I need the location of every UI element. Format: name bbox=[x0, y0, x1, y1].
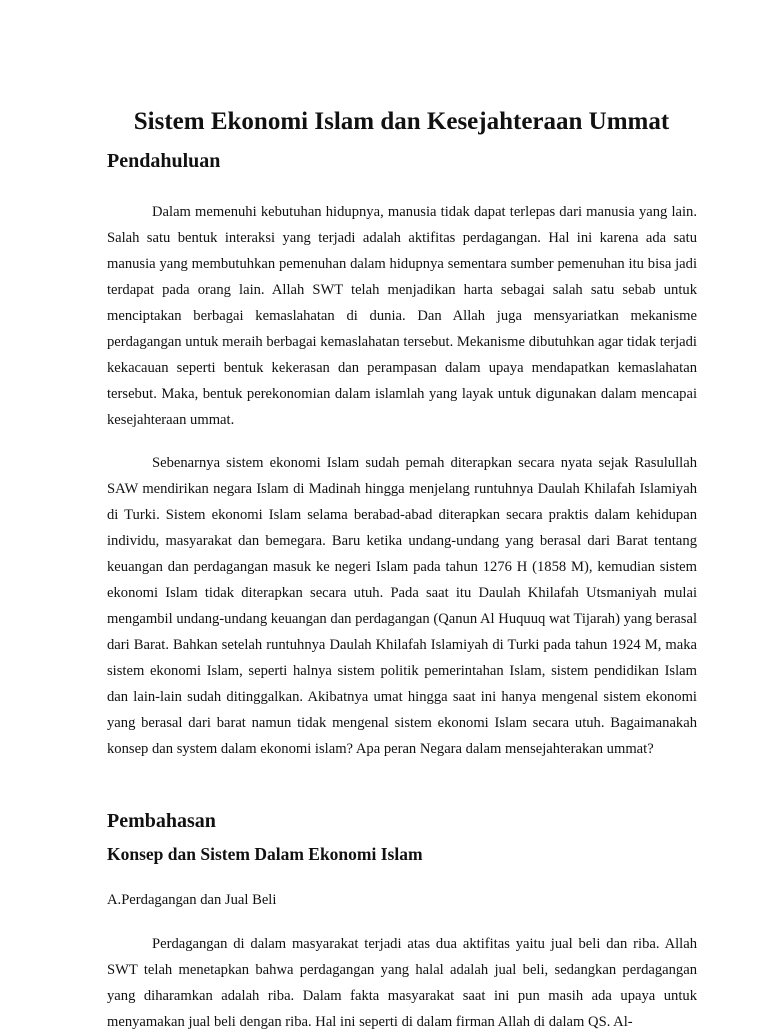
discussion-heading: Pembahasan bbox=[107, 810, 216, 832]
document-title: Sistem Ekonomi Islam dan Kesejahteraan Ummat bbox=[133, 108, 670, 135]
discussion-subheading: Konsep dan Sistem Dalam Ekonomi Islam bbox=[107, 844, 423, 864]
section-a-paragraph: Perdagangan di dalam masyarakat terjadi atas dua aktifitas yaitu jual beli dan riba. Allah SWT telah menetapkan bahwa perdagangan yang halal adalah jual beli, sedangkan perdagangan yang diharamkan adalah riba. Dalam fakta masyarakat saat ini pun masih ada upaya untuk menyamakan jual beli dengan riba. Hal ini seperti di dalam firman Allah di dalam QS. Al- bbox=[107, 936, 697, 1030]
intro-paragraph-1: Dalam memenuhi kebutuhan hidupnya, manusia tidak dapat terlepas dari manusia yang lain. Salah satu bentuk interaksi yang terjadi adalah aktifitas perdagangan. Hal ini karena ada satu manusia yang membutuhkan pemenuhan dalam hidupnya sementara sumber pemenuhan itu bisa jadi terdapat pada orang lain. Allah SWT telah menjadikan harta sebagai salah satu sebab untuk menciptakan berbagai kemaslahatan di dunia. Dan Allah juga mensyariatkan mekanisme perdagangan untuk meraih berbagai kemaslahatan tersebut. Mekanisme dibutuhkan agar tidak terjadi kekacauan seperti bentuk kekerasan dan perampasan dalam upaya mendapatkan kemaslahatan tersebut. Maka, bentuk perekonomian dalam islamlah yang layak untuk digunakan dalam mencapai kesejahteraan ummat. bbox=[107, 204, 697, 428]
section-a-label: A.Perdagangan dan Jual Beli bbox=[107, 892, 277, 908]
intro-paragraph-2: Sebenarnya sistem ekonomi Islam sudah pemah diterapkan secara nyata sejak Rasulullah SAW mendirikan negara Islam di Madinah hingga menjelang runtuhnya Daulah Khilafah Islamiyah di Turki. Sistem ekonomi Islam selama berabad-abad diterapkan secara praktis dalam kehidupan individu, masyarakat dan bemegara. Baru ketika undang-undang yang berasal dari Barat tentang keuangan dan perdagangan masuk ke negeri Islam pada tahun 1276 H (1858 M), kemudian sistem ekonomi Islam tidak diterapkan secara utuh. Pada saat itu Daulah Khilafah Utsmaniyah mulai mengambil undang-undang keuangan dan perdagangan (Qanun Al Huquuq wat Tijarah) yang berasal dari Barat. Bahkan setelah runtuhnya Daulah Khilafah Islamiyah di Turki pada tahun 1924 M, maka sistem ekonomi Islam, seperti halnya sistem politik pemerintahan Islam, sistem pendidikan Islam dan lain-lain sudah ditinggalkan. Akibatnya umat hingga saat ini hanya mengenal sistem ekonomi yang berasal dari barat namun tidak mengenal sistem ekonomi Islam secara utuh. Bagaimanakah konsep dan system dalam ekonomi islam? Apa peran Negara dalam mensejahterakan ummat? bbox=[107, 455, 697, 757]
intro-heading: Pendahuluan bbox=[107, 150, 221, 172]
